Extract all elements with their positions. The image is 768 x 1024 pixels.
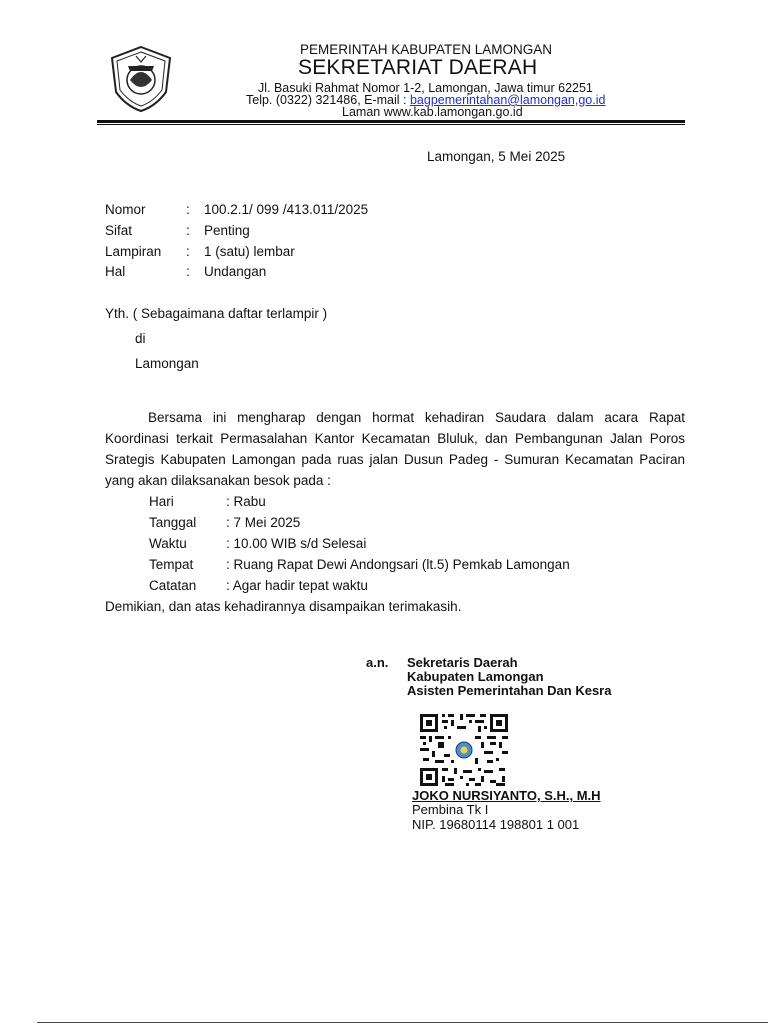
meta-sep: : (186, 264, 190, 279)
detail-label: Hari (149, 494, 174, 509)
signature-title-2: Kabupaten Lamongan (407, 669, 544, 684)
detail-label: Waktu (149, 536, 187, 551)
signature-qr-code (420, 714, 508, 786)
meta-label: Nomor (105, 202, 146, 217)
recipient-place: Lamongan (135, 356, 199, 371)
signatory-rank: Pembina Tk I (412, 802, 489, 817)
letterhead-office: SEKRETARIAT DAERAH (298, 56, 538, 79)
signature-an: a.n. (366, 655, 389, 670)
meta-value: Undangan (204, 264, 267, 279)
detail-value: : Agar hadir tepat waktu (226, 578, 368, 593)
meta-label: Lampiran (105, 244, 162, 259)
recipient-line: Yth. ( Sebagaimana daftar terlampir ) (105, 306, 328, 321)
letterhead-email-link[interactable]: bagpemerintahan@lamongan,go.id (409, 93, 606, 107)
meta-label: Hal (105, 264, 126, 279)
meta-sep: : (186, 202, 190, 217)
meta-label: Sifat (105, 223, 133, 238)
body-paragraph: Bersama ini mengharap dengan hormat kehadiran Saudara dalam acara Rapat Koordinasi terkait Permasalahan Kantor Kecamatan Bluluk, dan Pembangunan Jalan Poros Srategis Kabupaten Lamongan pada ruas jalan Dusun Padeg - Sumuran Kecamatan Paciran yang akan dilaksanakan besok pada : (105, 410, 685, 488)
detail-label: Tanggal (149, 515, 197, 530)
signature-title-1: Sekretaris Daerah (407, 655, 518, 670)
detail-value: : 7 Mei 2025 (226, 515, 301, 530)
letter-date: Lamongan, 5 Mei 2025 (427, 149, 566, 164)
meta-value: Penting (204, 223, 250, 238)
letterhead-phone: Telp. (0322) 321486, E-mail : (246, 93, 410, 107)
letterhead-rule-thin (97, 124, 685, 125)
signatory-nip: NIP. 19680114 198801 1 001 (412, 817, 580, 832)
detail-value: : 10.00 WIB s/d Selesai (226, 536, 367, 551)
signature-title-3: Asisten Pemerintahan Dan Kesra (407, 683, 612, 698)
detail-label: Catatan (149, 578, 197, 593)
meta-value: 1 (satu) lembar (204, 244, 295, 259)
lamongan-emblem-logo (106, 44, 176, 114)
letterhead-address: Jl. Basuki Rahmat Nomor 1-2, Lamongan, Jawa timur 62251 (258, 81, 593, 95)
letterhead-government: PEMERINTAH KABUPATEN LAMONGAN (300, 42, 553, 57)
detail-label: Tempat (149, 557, 194, 572)
closing-sentence: Demikian, dan atas kehadirannya disampaikan terimakasih. (105, 599, 462, 614)
meta-sep: : (186, 223, 190, 238)
meta-value: 100.2.1/ 099 /413.011/2025 (204, 202, 369, 217)
page-bottom-rule (37, 1022, 768, 1023)
letterhead-rule-thick (97, 120, 685, 123)
letterhead-website: Laman www.kab.lamongan.go.id (342, 105, 523, 119)
detail-value: : Ruang Rapat Dewi Andongsari (lt.5) Pemkab Lamongan (226, 557, 570, 572)
recipient-di: di (135, 331, 146, 346)
meta-sep: : (186, 244, 190, 259)
signatory-name: JOKO NURSIYANTO, S.H., M.H (412, 788, 601, 803)
detail-value: : Rabu (226, 494, 266, 509)
